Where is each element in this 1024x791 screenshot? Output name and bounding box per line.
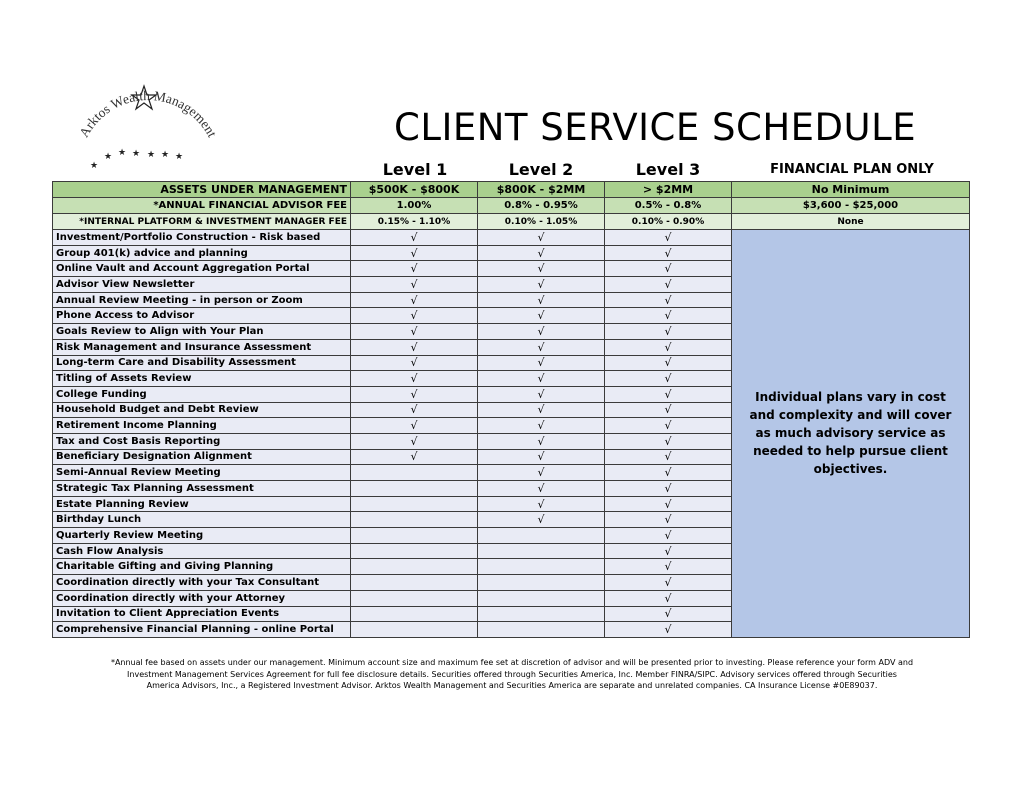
level-1-check: √ [351, 261, 478, 277]
svg-text:★: ★ [117, 148, 127, 158]
header-row [53, 182, 970, 198]
level-1-check: √ [351, 339, 478, 355]
service-name: Online Vault and Account Aggregation Portal [53, 261, 351, 277]
header-row [53, 198, 970, 214]
service-name: Estate Planning Review [53, 496, 351, 512]
level-3-check: √ [605, 245, 732, 261]
level-2-check: √ [478, 308, 605, 324]
service-name: Household Budget and Debt Review [53, 402, 351, 418]
level-1-check: √ [351, 230, 478, 246]
logo-text: Arktos Wealth Management [76, 87, 220, 140]
company-logo [58, 84, 228, 176]
service-name: Group 401(k) advice and planning [53, 245, 351, 261]
svg-text:★: ★ [89, 161, 99, 171]
level-1-check [351, 528, 478, 544]
service-name: Titling of Assets Review [53, 371, 351, 387]
level-3-check: √ [605, 230, 732, 246]
level-3-check: √ [605, 465, 732, 481]
level-3-check: √ [605, 481, 732, 497]
level-2-check: √ [478, 496, 605, 512]
level-2-check [478, 543, 605, 559]
level-1-check: √ [351, 277, 478, 293]
service-name: Comprehensive Financial Planning - online Portal [53, 622, 351, 638]
level-3-check: √ [605, 606, 732, 622]
header-row-value: $3,600 - $25,000 [732, 198, 970, 214]
service-name: Investment/Portfolio Construction - Risk based [53, 230, 351, 246]
column-heading-financial-plan: FINANCIAL PLAN ONLY [770, 162, 934, 177]
level-2-check [478, 559, 605, 575]
level-1-check: √ [351, 245, 478, 261]
header-row-value: $500K - $800K [351, 182, 478, 198]
level-3-check: √ [605, 559, 732, 575]
service-name: College Funding [53, 386, 351, 402]
level-1-check [351, 559, 478, 575]
page-title: CLIENT SERVICE SCHEDULE [394, 106, 917, 149]
level-3-check: √ [605, 543, 732, 559]
level-3-check: √ [605, 402, 732, 418]
level-3-check: √ [605, 371, 732, 387]
level-3-check: √ [605, 308, 732, 324]
level-1-check [351, 622, 478, 638]
service-name: Beneficiary Designation Alignment [53, 449, 351, 465]
level-3-check: √ [605, 590, 732, 606]
column-heading-level-1: Level 1 [382, 160, 448, 179]
level-2-check [478, 575, 605, 591]
level-1-check [351, 496, 478, 512]
service-name: Risk Management and Insurance Assessment [53, 339, 351, 355]
service-name: Advisor View Newsletter [53, 277, 351, 293]
service-name: Tax and Cost Basis Reporting [53, 433, 351, 449]
level-3-check: √ [605, 386, 732, 402]
level-1-check: √ [351, 449, 478, 465]
service-name: Semi-Annual Review Meeting [53, 465, 351, 481]
header-row-label: *ANNUAL FINANCIAL ADVISOR FEE [53, 198, 351, 214]
service-name: Retirement Income Planning [53, 418, 351, 434]
service-name: Goals Review to Align with Your Plan [53, 324, 351, 340]
level-3-check: √ [605, 449, 732, 465]
footnote-line: America Advisors, Inc., a Registered Investment Advisor. Arktos Wealth Management and Securities America are separate and unrelated companies. CA Insurance License #0E89037. [146, 681, 878, 690]
level-2-check: √ [478, 418, 605, 434]
disclosure-footnote [70, 657, 954, 692]
level-1-check [351, 543, 478, 559]
level-2-check: √ [478, 230, 605, 246]
service-name: Birthday Lunch [53, 512, 351, 528]
level-3-check: √ [605, 496, 732, 512]
service-name: Long-term Care and Disability Assessment [53, 355, 351, 371]
header-row-value: 0.10% - 1.05% [478, 214, 605, 230]
level-2-check: √ [478, 277, 605, 293]
svg-text:★: ★ [160, 150, 170, 160]
level-1-check [351, 481, 478, 497]
level-2-check: √ [478, 292, 605, 308]
financial-plan-description: Individual plans vary in cost and complexity and will cover as much advisory service as needed to help pursue client objectives. [732, 230, 970, 638]
level-1-check: √ [351, 433, 478, 449]
level-3-check: √ [605, 355, 732, 371]
footnote-line: *Annual fee based on assets under our management. Minimum account size and maximum fee set at discretion of advisor and will be presented prior to investing. Please reference your form ADV and [110, 658, 914, 667]
level-1-check [351, 465, 478, 481]
level-2-check: √ [478, 261, 605, 277]
level-1-check: √ [351, 355, 478, 371]
level-3-check: √ [605, 622, 732, 638]
level-2-check: √ [478, 433, 605, 449]
svg-text:★: ★ [146, 150, 156, 160]
level-2-check: √ [478, 324, 605, 340]
level-2-check: √ [478, 481, 605, 497]
level-2-check: √ [478, 402, 605, 418]
level-1-check: √ [351, 324, 478, 340]
level-3-check: √ [605, 339, 732, 355]
level-2-check [478, 590, 605, 606]
header-row-label: ASSETS UNDER MANAGEMENT [53, 182, 351, 198]
level-2-check: √ [478, 465, 605, 481]
level-2-check: √ [478, 245, 605, 261]
header-row-value: 0.15% - 1.10% [351, 214, 478, 230]
service-name: Annual Review Meeting - in person or Zoom [53, 292, 351, 308]
header-row-value: 0.10% - 0.90% [605, 214, 732, 230]
level-2-check: √ [478, 371, 605, 387]
level-2-check: √ [478, 386, 605, 402]
svg-text:★: ★ [103, 152, 113, 162]
level-3-check: √ [605, 528, 732, 544]
level-2-check [478, 606, 605, 622]
service-row [53, 230, 970, 246]
level-1-check: √ [351, 292, 478, 308]
header-row [53, 214, 970, 230]
level-2-check: √ [478, 449, 605, 465]
level-3-check: √ [605, 512, 732, 528]
level-1-check: √ [351, 308, 478, 324]
level-1-check: √ [351, 418, 478, 434]
level-3-check: √ [605, 433, 732, 449]
service-name: Strategic Tax Planning Assessment [53, 481, 351, 497]
level-1-check [351, 590, 478, 606]
header-row-value: $800K - $2MM [478, 182, 605, 198]
level-3-check: √ [605, 575, 732, 591]
header-row-label: *INTERNAL PLATFORM & INVESTMENT MANAGER FEE [53, 214, 351, 230]
level-3-check: √ [605, 292, 732, 308]
level-1-check [351, 606, 478, 622]
footnote-line: Investment Management Services Agreement for full fee disclosure details. Securities offered through Securities America, Inc. Member FINRA/SIPC. Advisory services offered through Securities [127, 669, 897, 679]
service-schedule-table [52, 181, 970, 638]
level-3-check: √ [605, 418, 732, 434]
header-row-value: > $2MM [605, 182, 732, 198]
logo-small-stars [90, 148, 183, 171]
level-2-check [478, 622, 605, 638]
service-name: Cash Flow Analysis [53, 543, 351, 559]
column-heading-level-2: Level 2 [508, 160, 574, 179]
service-name: Coordination directly with your Tax Consultant [53, 575, 351, 591]
level-1-check: √ [351, 402, 478, 418]
level-2-check: √ [478, 355, 605, 371]
level-3-check: √ [605, 324, 732, 340]
service-name: Phone Access to Advisor [53, 308, 351, 324]
header-row-value: 0.5% - 0.8% [605, 198, 732, 214]
service-name: Coordination directly with your Attorney [53, 590, 351, 606]
service-name: Invitation to Client Appreciation Events [53, 606, 351, 622]
header-row-value: None [732, 214, 970, 230]
level-1-check [351, 512, 478, 528]
svg-text:★: ★ [174, 152, 184, 162]
svg-text:★: ★ [131, 149, 141, 159]
header-row-value: 0.8% - 0.95% [478, 198, 605, 214]
level-2-check: √ [478, 512, 605, 528]
level-3-check: √ [605, 277, 732, 293]
header-row-value: 1.00% [351, 198, 478, 214]
level-2-check [478, 528, 605, 544]
level-1-check: √ [351, 386, 478, 402]
level-1-check [351, 575, 478, 591]
service-name: Quarterly Review Meeting [53, 528, 351, 544]
level-3-check: √ [605, 261, 732, 277]
header-row-value: No Minimum [732, 182, 970, 198]
level-2-check: √ [478, 339, 605, 355]
column-heading-level-3: Level 3 [635, 160, 701, 179]
service-name: Charitable Gifting and Giving Planning [53, 559, 351, 575]
level-1-check: √ [351, 371, 478, 387]
